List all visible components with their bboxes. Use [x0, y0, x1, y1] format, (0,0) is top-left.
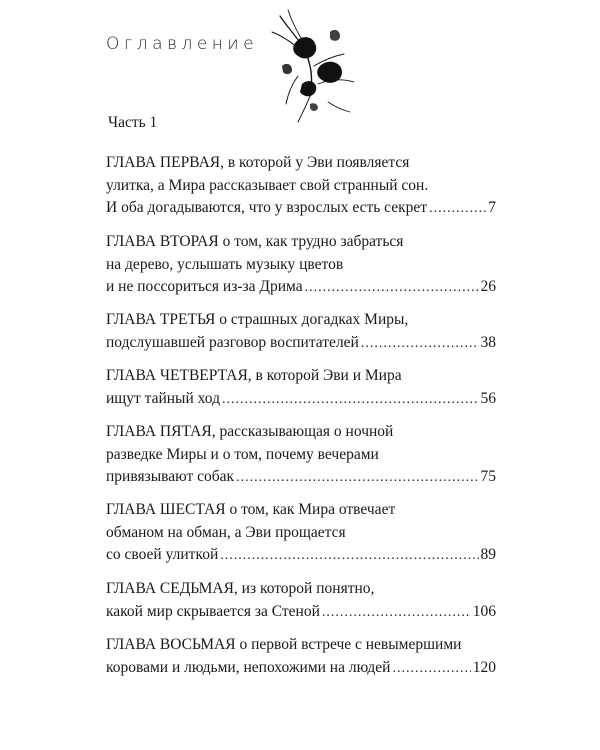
page-number: 7: [488, 199, 496, 216]
entry-last-line: [106, 388, 496, 412]
entry-line: и не поссориться из-за Дрима: [106, 278, 303, 295]
toc-entry: [106, 231, 496, 300]
entry-line: ищут тайный ход: [106, 389, 220, 407]
entry-line: какой мир скрывается за Стеной: [106, 602, 320, 620]
toc-entry: [106, 499, 496, 568]
entry-line: на дерево, услышать музыку цветов: [106, 255, 344, 273]
entry-last-line: [106, 332, 496, 356]
toc-entry: [106, 152, 496, 221]
entry-last-line: [106, 276, 496, 300]
entry-line: коровами и людьми, непохожими на людей: [106, 658, 391, 676]
dot-leader: [429, 198, 486, 221]
dot-leader: [392, 658, 470, 681]
page-number: 56: [480, 389, 496, 407]
entry-line: ГЛАВА ТРЕТЬЯ о страшных догадках Миры,: [106, 311, 409, 328]
entry-line: ГЛАВА СЕДЬМАЯ, из которой понятно,: [106, 580, 375, 597]
page-number: 89: [480, 546, 496, 563]
entry-last-line: [106, 601, 496, 625]
dot-leader: [222, 389, 479, 412]
toc-entry: [106, 634, 496, 680]
page-number: 38: [480, 333, 496, 351]
entry-line: обманом на обман, а Эви прощается: [106, 523, 346, 541]
page-number: 75: [480, 468, 496, 485]
flower-sketch-icon: [258, 6, 368, 124]
page-number: 26: [480, 278, 496, 295]
toc-entry: [106, 421, 496, 490]
entry-line: со своей улиткой: [106, 546, 219, 563]
entry-line: ГЛАВА ВОСЬМАЯ о первой встрече с невымершими: [106, 636, 462, 653]
dot-leader: [220, 545, 478, 568]
page-number: 120: [472, 658, 496, 676]
entry-line: улитка, а Мира рассказывает свой странный сон.: [106, 176, 429, 194]
entry-line: И оба догадываются, что у взрослых есть секрет: [106, 199, 428, 216]
toc-heading: Оглавление: [106, 34, 259, 54]
toc-entry: [106, 309, 496, 355]
dot-leader: [361, 333, 479, 356]
entry-line: ГЛАВА ШЕСТАЯ о том, как Мира отвечает: [106, 501, 396, 518]
entry-line: подслушавшей разговор воспитателей: [106, 333, 359, 351]
toc-entry: [106, 365, 496, 411]
entry-last-line: [106, 466, 496, 490]
part-label: Часть 1: [108, 114, 158, 131]
dot-leader: [236, 467, 478, 490]
entry-line: ГЛАВА ЧЕТВЕРТАЯ, в которой Эви и Мира: [106, 367, 402, 384]
entry-last-line: [106, 544, 496, 568]
dot-leader: [322, 602, 471, 625]
entry-line: ГЛАВА ПЕРВАЯ, в которой у Эви появляется: [106, 154, 410, 171]
entry-line: ГЛАВА ВТОРАЯ о том, как трудно забраться: [106, 233, 404, 250]
dot-leader: [305, 277, 479, 300]
entry-line: ГЛАВА ПЯТАЯ, рассказывающая о ночной: [106, 423, 394, 440]
entry-line: привязывают собак: [106, 468, 235, 485]
page-number: 106: [472, 602, 496, 620]
entry-last-line: [106, 657, 496, 681]
entry-line: разведке Миры и о том, почему вечерами: [106, 445, 379, 463]
toc-entry: [106, 578, 496, 624]
entry-last-line: [106, 197, 496, 221]
